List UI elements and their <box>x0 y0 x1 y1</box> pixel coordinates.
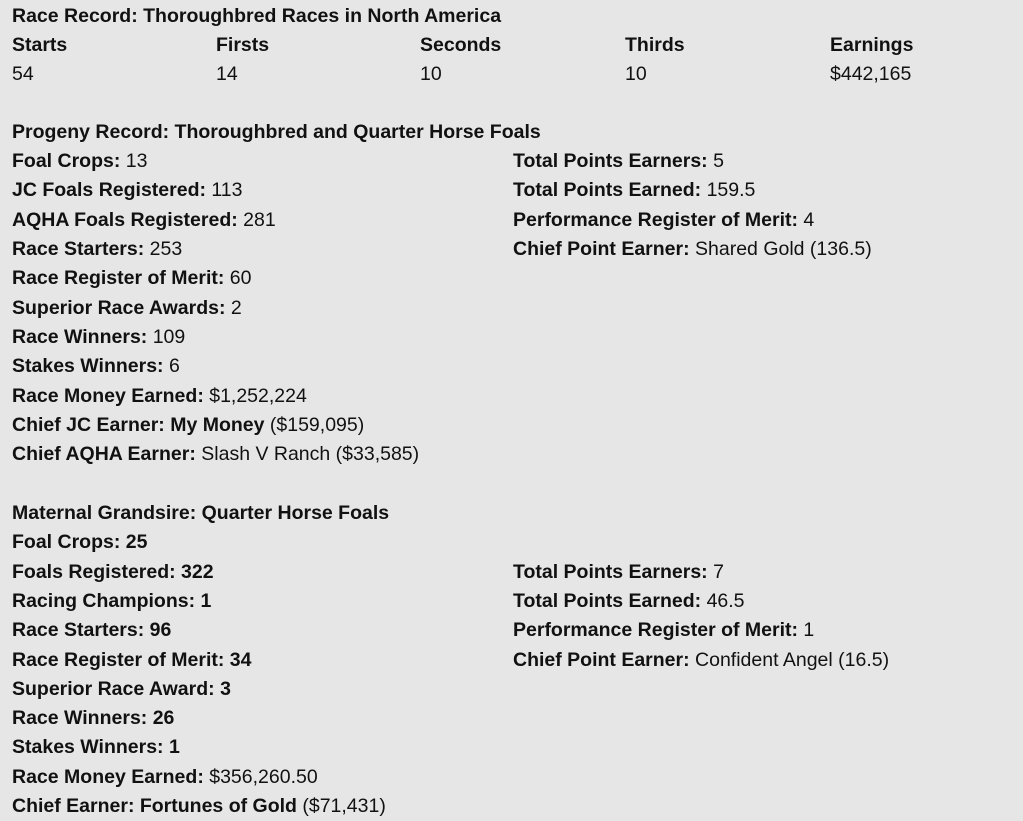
header-earnings: Earnings <box>830 34 914 56</box>
maternal-points-stat: Total Points Earned: 46.5 <box>513 590 745 612</box>
progeny-stat: Race Register of Merit: 60 <box>12 267 252 289</box>
progeny-stat: Chief AQHA Earner: Slash V Ranch ($33,585) <box>12 443 420 465</box>
progeny-points-stat: Total Points Earned: 159.5 <box>513 179 756 201</box>
value-starts: 54 <box>12 63 34 85</box>
progeny-stat: Foal Crops: 13 <box>12 150 148 172</box>
maternal-stat: Chief Earner: Fortunes of Gold ($71,431) <box>12 795 386 817</box>
header-starts: Starts <box>12 34 68 56</box>
progeny-stat: JC Foals Registered: 113 <box>12 179 243 201</box>
value-thirds: 10 <box>625 63 647 85</box>
maternal-stat: Race Register of Merit: 34 <box>12 649 252 671</box>
value-firsts: 14 <box>216 63 238 85</box>
progeny-stat: Race Winners: 109 <box>12 326 186 348</box>
progeny-stat: Superior Race Awards: 2 <box>12 297 242 319</box>
maternal-stat: Foal Crops: 25 <box>12 531 148 553</box>
progeny-stat: Stakes Winners: 6 <box>12 355 180 377</box>
maternal-stat: Superior Race Award: 3 <box>12 678 231 700</box>
race-record-title: Race Record: Thoroughbred Races in North America <box>12 5 502 27</box>
maternal-points-stat: Chief Point Earner: Confident Angel (16.5) <box>513 649 890 671</box>
progeny-title: Progeny Record: Thoroughbred and Quarter Horse Foals <box>12 121 541 143</box>
maternal-stat: Stakes Winners: 1 <box>12 736 180 758</box>
maternal-title: Maternal Grandsire: Quarter Horse Foals <box>12 502 390 524</box>
header-firsts: Firsts <box>216 34 270 56</box>
maternal-stat: Racing Champions: 1 <box>12 590 212 612</box>
progeny-points-stat: Chief Point Earner: Shared Gold (136.5) <box>513 238 872 260</box>
maternal-stat: Race Money Earned: $356,260.50 <box>12 766 318 788</box>
header-seconds: Seconds <box>420 34 502 56</box>
progeny-stat: Race Starters: 253 <box>12 238 183 260</box>
progeny-stat: AQHA Foals Registered: 281 <box>12 209 276 231</box>
maternal-stat: Race Winners: 26 <box>12 707 175 729</box>
progeny-stat: Race Money Earned: $1,252,224 <box>12 385 307 407</box>
value-seconds: 10 <box>420 63 442 85</box>
progeny-points-stat: Performance Register of Merit: 4 <box>513 209 815 231</box>
maternal-points-stat: Total Points Earners: 7 <box>513 561 724 583</box>
maternal-stat: Foals Registered: 322 <box>12 561 214 583</box>
value-earnings: $442,165 <box>830 63 912 85</box>
maternal-points-stat: Performance Register of Merit: 1 <box>513 619 815 641</box>
progeny-points-stat: Total Points Earners: 5 <box>513 150 724 172</box>
progeny-stat: Chief JC Earner: My Money ($159,095) <box>12 414 365 436</box>
header-thirds: Thirds <box>625 34 685 56</box>
maternal-stat: Race Starters: 96 <box>12 619 172 641</box>
